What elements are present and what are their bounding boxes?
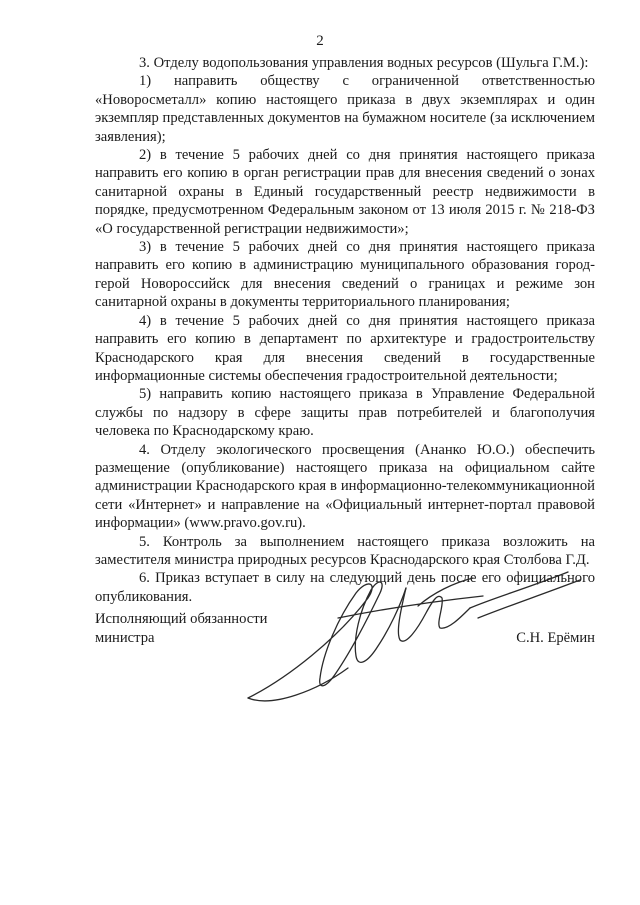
paragraph-subitem-1: 1) направить обществу с ограниченной ответственностью «Новоросметалл» копию настоящего приказа в двух экземплярах и один экземпляр представленных документов на бумажном носителе (за исключением заявления); — [95, 73, 595, 145]
paragraph-subitem-2: 2) в течение 5 рабочих дней со дня принятия настоящего приказа направить его копию в орган регистрации прав для внесения сведений о зонах санитарной охраны в Единый государственный реестр недвижимости в порядке, предусмотренном Федеральным законом от 13 июля 2015 г. № 218-ФЗ «О государственной регистрации недвижимости»; — [95, 147, 595, 237]
signer-position-line2: министра — [95, 630, 155, 646]
signer-name: С.Н. Ерёмин — [516, 630, 595, 646]
paragraph-item-3: 3. Отделу водопользования управления водных ресурсов (Шульга Г.М.): — [139, 55, 589, 71]
signer-position-line1: Исполняющий обязанности — [95, 611, 268, 627]
handwritten-signature — [228, 558, 588, 708]
paragraph-item-4: 4. Отделу экологического просвещения (Ананко Ю.О.) обеспечить размещение (опубликование) настоящего приказа на официальном сайте администрации Краснодарского края в информационно-телекоммуникационной сети «Интернет» и направление на «Официальный интернет-портал правовой информации» (www.pravo.gov.ru). — [95, 441, 595, 532]
page-number: 2 — [316, 33, 324, 49]
paragraph-subitem-4: 4) в течение 5 рабочих дней со дня принятия настоящего приказа направить его копию в департамент по архитектуре и градостроительству Краснодарского края для внесения сведений в государственные информационные системы обеспечения градостроительной деятельности; — [95, 312, 595, 384]
paragraph-item-6: 6. Приказ вступает в силу на следующий день после его официального опубликования. — [95, 570, 595, 605]
document-body — [95, 54, 595, 606]
paragraph-item-5: 5. Контроль за выполнением настоящего приказа возложить на заместителя министра природных ресурсов Краснодарского края Столбова Г.Д. — [95, 533, 595, 568]
paragraph-subitem-3: 3) в течение 5 рабочих дней со дня принятия настоящего приказа направить его копию в администрацию муниципального образования город-герой Новороссийск для внесения сведений о границах и режиме зон санитарной охраны в документы территориального планирования; — [95, 239, 595, 311]
paragraph-subitem-5: 5) направить копию настоящего приказа в Управление Федеральной службы по надзору в сфере защиты прав потребителей и благополучия человека по Краснодарскому краю. — [95, 386, 595, 440]
